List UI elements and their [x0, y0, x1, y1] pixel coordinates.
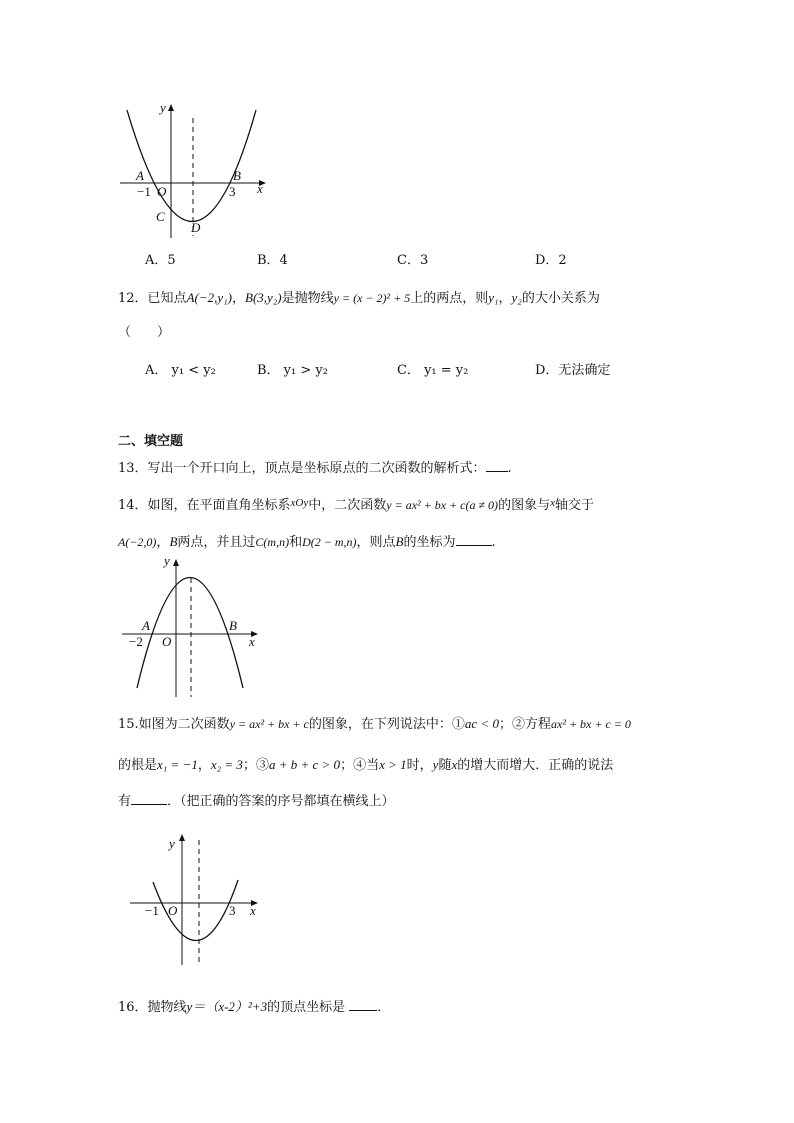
q14-xoy: xOy — [290, 497, 309, 509]
q15-label-O: O — [168, 903, 178, 918]
q16-stem — [118, 996, 390, 1015]
q11-label-C: C — [156, 209, 165, 224]
q14-sep: ， — [156, 535, 170, 550]
q14-point-d: D(2 − m,n) — [302, 535, 357, 549]
q15-tick-3: 3 — [229, 903, 236, 918]
q15-root-2: x₂ = 3 — [210, 757, 243, 772]
q14-b-2: B — [395, 534, 404, 549]
q12-point-a: A(−2,y₁) — [186, 290, 232, 305]
q15-circle-4: ④ — [353, 758, 367, 773]
q14-equation: y = ax² + bx + c(a ≠ 0) — [386, 498, 499, 512]
q14-label-A: A — [142, 618, 150, 633]
q14-text-4: 轴交于 — [554, 498, 594, 513]
q14-b: B — [169, 534, 178, 549]
q12-text-4: 的大小关系为 — [521, 291, 600, 306]
q16-text-1: 16．抛物线 — [118, 1000, 187, 1015]
q11-label-D: D — [191, 220, 201, 235]
q15-parabola — [153, 880, 238, 941]
q11-label-B: B — [233, 168, 241, 183]
q11-label-O: O — [157, 184, 167, 199]
q15-x: x — [451, 757, 458, 772]
q14-y-label: y — [164, 553, 170, 568]
q12-equation: y = (x − 2)² + 5 — [333, 291, 411, 305]
q15-tick-neg1: −1 — [145, 903, 159, 918]
section-2-title: 二、填空题 — [118, 434, 184, 449]
q11-label-A: A — [136, 168, 144, 183]
q14-text-7: 的坐标为 — [403, 535, 456, 550]
q16-end: ． — [377, 1000, 391, 1015]
q15-text-8: 当 — [366, 758, 380, 773]
q15-text-12: 有 — [118, 794, 132, 809]
q15-text-2: 的图象，在下列说法中： — [308, 717, 452, 732]
q14-x: x — [550, 497, 555, 509]
q12-text-1: 已知点 — [147, 291, 187, 306]
q15-sep: ， — [197, 758, 211, 773]
q15-circle-3: ③ — [255, 758, 269, 773]
q11-option-d[interactable]: D．2 — [535, 253, 567, 268]
q16-equation: y＝（x-2）²+3 — [186, 999, 268, 1014]
q13-text: 13．写出一个开口向上，顶点是坐标原点的二次函数的解析式： — [118, 461, 486, 476]
q15-x-label: x — [250, 903, 256, 918]
q15-y-label: y — [169, 836, 175, 851]
q15-circle-2: ② — [511, 717, 525, 732]
q12-answer-paren: （ ） — [118, 325, 171, 340]
q11-option-c[interactable]: C．3 — [397, 253, 429, 268]
q11-y-label: y — [160, 100, 166, 115]
q15-text-11: 的增大而增大．正确的说法 — [457, 758, 614, 773]
q13-end: . — [507, 461, 512, 476]
q14-point-c: C(m,n) — [255, 535, 290, 549]
q14-text-1: 14．如图，在平面直角坐标系 — [118, 498, 291, 513]
q15-root-1: x₁ = −1 — [157, 757, 198, 772]
q15-statement-4: x > 1 — [379, 757, 407, 772]
q12-number: 12． — [118, 291, 148, 306]
q12-y2: y₂ — [511, 290, 522, 305]
q15-equation-2: ax² + bx + c = 0 — [551, 717, 631, 731]
q15-equation-1: y = ax² + bx + c — [229, 717, 309, 731]
q15-text-9: 时， — [406, 758, 433, 773]
q11-tick-neg1: −1 — [137, 184, 151, 199]
q14-label-B: B — [229, 618, 237, 633]
q16-text-2: 的顶点坐标是 — [267, 1000, 346, 1015]
q15-text-7: ； — [340, 758, 354, 773]
q15-statement-1: ac < 0 — [464, 716, 499, 731]
q14-label-O: O — [162, 634, 172, 649]
q14-text-6: ，则点 — [356, 535, 396, 550]
q12-option-d[interactable]: D．无法确定 — [535, 363, 611, 378]
q11-option-a[interactable]: A．5 — [145, 253, 176, 268]
q15-y: y — [432, 757, 439, 772]
q12-text-3: 上的两点，则 — [410, 291, 489, 306]
q16-answer-blank[interactable] — [349, 998, 377, 1011]
q14-and: 和 — [289, 535, 303, 550]
q11-tick-3: 3 — [229, 184, 236, 199]
q15-text-4: 方程 — [525, 717, 552, 732]
q11-x-label: x — [257, 181, 263, 196]
q14-text-5: 两点，并且过 — [177, 535, 256, 550]
q14-point-a: A(−2,0) — [118, 535, 157, 549]
q12-option-c[interactable]: C． y₁ = y₂ — [397, 363, 469, 378]
q14-end: . — [491, 535, 496, 550]
q12-sep-2: ， — [498, 291, 512, 306]
q15-text-3: ； — [498, 717, 512, 732]
q15-text-10: 随 — [438, 758, 452, 773]
q14-text-3: 的图象与 — [498, 498, 551, 513]
q12-option-a[interactable]: A． y₁ < y₂ — [145, 363, 216, 378]
q15-text-6: ； — [242, 758, 256, 773]
q11-option-b[interactable]: B．4 — [257, 253, 288, 268]
q12-option-b[interactable]: B． y₁ > y₂ — [257, 363, 328, 378]
q12-point-b: B(3,y₂) — [245, 290, 282, 305]
q15-text-1: 15.如图为二次函数 — [118, 717, 230, 732]
q14-text-2: 中，二次函数 — [308, 498, 387, 513]
q12-text-2: 是抛物线 — [281, 291, 334, 306]
q14-x-label: x — [249, 634, 255, 649]
q15-y-arrow — [179, 834, 185, 841]
q15-circle-1: ① — [451, 717, 465, 732]
q15-text-5: 的根是 — [118, 758, 158, 773]
q14-tick-neg2: −2 — [129, 634, 143, 649]
q15-statement-3: a + b + c > 0 — [268, 757, 341, 772]
q15-text-13: ．（把正确的答案的序号都填在横线上） — [167, 794, 395, 809]
q12-y1: y₁ — [488, 290, 499, 305]
q12-sep: ， — [231, 291, 245, 306]
